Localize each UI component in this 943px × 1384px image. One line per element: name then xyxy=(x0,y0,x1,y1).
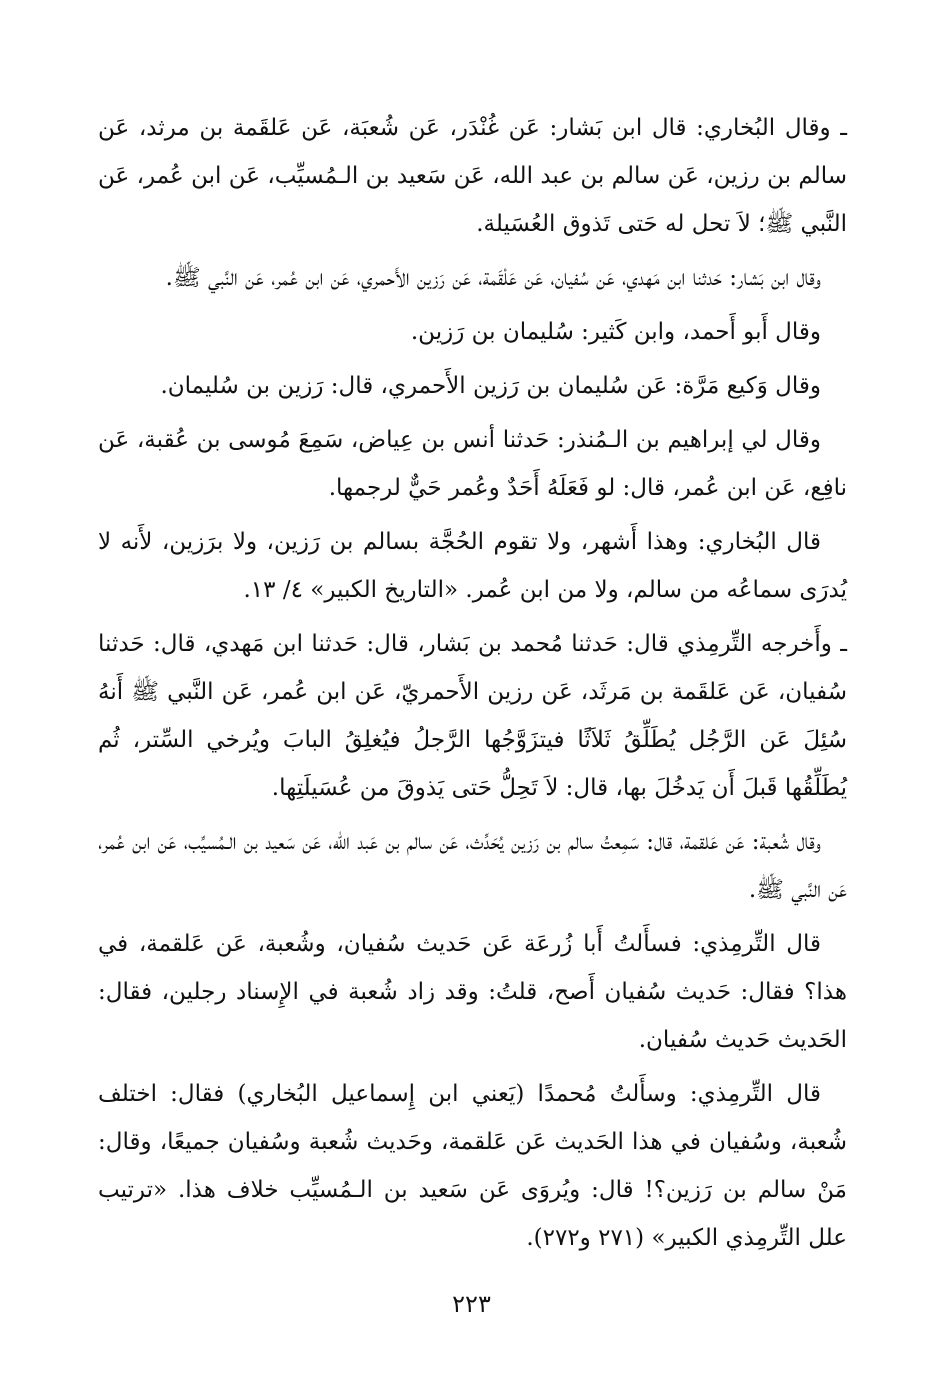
paragraph-bukhari-ibn-bashar: ـ وقال البُخاري: قال ابن بَشار: عَن غُنْدَر، عَن شُعبَة، عَن عَلقَمة بن مرثد، عَن سالم بن رزين، عَن سالم بن عبد الله، عَن سَعيد بن الـمُسيِّب، عَن ابن عُمر، عَن النَّبي ﷺ؛ لاَ تحل له حَتى تَذوق العُسَيلة. xyxy=(98,115,847,237)
page-number: ٢٢٣ xyxy=(452,1290,491,1318)
paragraph-shuba-narration: وقال شُعبة: عَن عَلقمة، قال: سَمِعتُ سالم بن رَزين يُحَدِّث، عَن سالم بن عَبد الله، عَن سَعيد بن الـمُسيِّب، عَن ابن عُمر، عَن النَّبي ﷺ. xyxy=(98,829,847,903)
paragraph-wakie: وقال وَكيع مَرَّة: عَن سُليمان بن رَزين الأَحمري، قال: رَزين بن سُليمان. xyxy=(160,373,821,399)
paragraph-ibn-bashar-ibn-mahdi: وقال ابن بَشار: حَدثنا ابن مَهدي، عَن سُفيان، عَن عَلْقَمة، عَن رَزين الأَحمري، عَن ابن عُمر، عَن النَّبي ﷺ. xyxy=(165,265,821,291)
paragraph-tirmidhi-abu-zura: قال التِّرمِذي: فسأَلتُ أَبا زُرعَة عَن حَديث سُفيان، وشُعبة، عَن عَلقمة، في هذا؟ فقال: حَديث سُفيان أَصح، قلتُ: وقد زاد شُعبة في الإِسناد رجلين، فقال: الحَديث حَديث سُفيان. xyxy=(98,931,847,1053)
paragraph-abu-ahmad: وقال أَبو أَحمد، وابن كَثير: سُليمان بن رَزين. xyxy=(410,319,821,345)
body-text xyxy=(98,104,847,1268)
paragraph-bukhari-verdict: قال البُخاري: وهذا أَشهر، ولا تقوم الحُجَّة بسالم بن رَزين، ولا برَزين، لأَنه لا يُدرَى سماعُه من سالم، ولا من ابن عُمر. «التاريخ الكبير» ٤/ ١٣. xyxy=(98,529,847,603)
paragraph-tirmidhi-bukhari: قال التِّرمِذي: وسأَلتُ مُحمدًا (يَعني ابن إِسماعيل البُخاري) فقال: اختلف شُعبة، وسُفيان في هذا الحَديث عَن عَلقمة، وحَديث شُعبة وسُفيان جميعًا، وقال: مَنْ سالم بن رَزين؟! قال: ويُروَى عَن سَعيد بن الـمُسيِّب خلاف هذا. «ترتيب علل التِّرمِذي الكبير» (٢٧١ و٢٧٢). xyxy=(98,1081,847,1251)
paragraph-tirmidhi-narration: ـ وأَخرجه التِّرمِذي قال: حَدثنا مُحمد بن بَشار، قال: حَدثنا ابن مَهدي، قال: حَدثنا سُفيان، عَن عَلقَمة بن مَرثَد، عَن رزين الأَحمريّ، عَن ابن عُمر، عَن النَّبي ﷺ أَنهُ سُئِلَ عَن الرَّجُل يُطَلِّقُ ثَلاَثًا فيتزَوَّجُها الرَّجلُ فيُغلِقُ البابَ ويُرخي السِّتر، ثُم يُطَلِّقُها قَبلَ أَن يَدخُلَ بها، قال: لاَ تَحِلُّ حَتى يَذوقَ من عُسَيلَتِها. xyxy=(98,631,847,801)
paragraph-ibrahim-ibn-almundhir: وقال لي إبراهيم بن الـمُنذر: حَدثنا أنس بن عِياض، سَمِعَ مُوسى بن عُقبة، عَن نافِع، عَن ابن عُمر، قال: لو فَعَلَهُ أَحَدٌ وعُمر حَيٌّ لرجمها. xyxy=(98,427,847,501)
